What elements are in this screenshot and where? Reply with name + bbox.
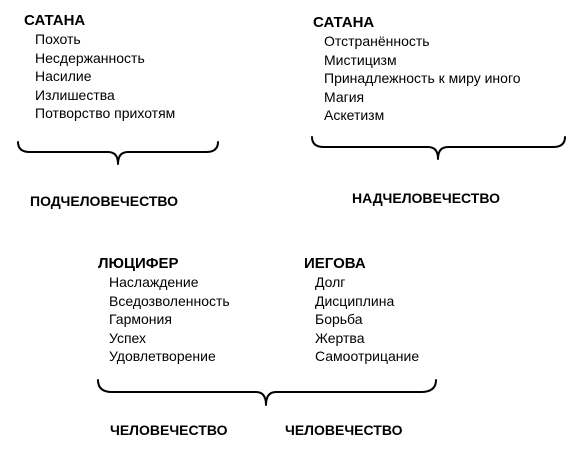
block-title: САТАНА (313, 14, 375, 31)
attribute-item: Аскетизм (324, 107, 385, 123)
attribute-item: Мистицизм (324, 51, 397, 68)
attribute-item: Отстранённость (324, 33, 430, 49)
block-title: ЛЮЦИФЕР (98, 255, 179, 272)
attribute-item: Насилие (35, 68, 92, 84)
attribute-item: Удовлетворение (109, 348, 216, 364)
attribute-item: Несдержанность (35, 49, 145, 66)
block-title: ИЕГОВА (304, 255, 366, 272)
attribute-item: Вседозволенность (109, 292, 230, 309)
caption-superhumanity: НАДЧЕЛОВЕЧЕСТВО (352, 190, 501, 206)
attribute-item: Излишества (35, 86, 115, 103)
attribute-item: Принадлежность к миру иного (324, 70, 521, 86)
attribute-item: Наслаждение (109, 274, 199, 290)
attribute-list (304, 273, 419, 366)
attribute-item: Магия (324, 88, 365, 105)
block-jehovah (304, 255, 419, 366)
block-title: САТАНА (24, 12, 86, 29)
caption-humanity-right: ЧЕЛОВЕЧЕСТВО (285, 422, 403, 438)
caption-subhumanity: ПОДЧЕЛОВЕЧЕСТВО (30, 193, 179, 209)
attribute-item: Гармония (109, 311, 172, 327)
block-satan-left (24, 12, 175, 123)
brace-bottom (96, 378, 441, 410)
attribute-item: Потворство прихотям (35, 105, 176, 121)
attribute-list (98, 273, 230, 366)
attribute-list (313, 32, 521, 125)
block-lucifer (98, 255, 230, 366)
caption-humanity-left: ЧЕЛОВЕЧЕСТВО (110, 422, 228, 438)
attribute-item: Успех (109, 329, 147, 346)
attribute-list (24, 30, 175, 123)
attribute-item: Дисциплина (315, 292, 395, 309)
attribute-item: Долг (315, 274, 346, 290)
attribute-item: Самоотрицание (315, 348, 420, 364)
block-satan-right (313, 14, 521, 125)
brace-top-right (310, 135, 570, 165)
brace-top-left (16, 140, 221, 170)
attribute-item: Борьба (315, 311, 363, 327)
attribute-item: Похоть (35, 31, 81, 47)
attribute-item: Жертва (315, 329, 365, 346)
